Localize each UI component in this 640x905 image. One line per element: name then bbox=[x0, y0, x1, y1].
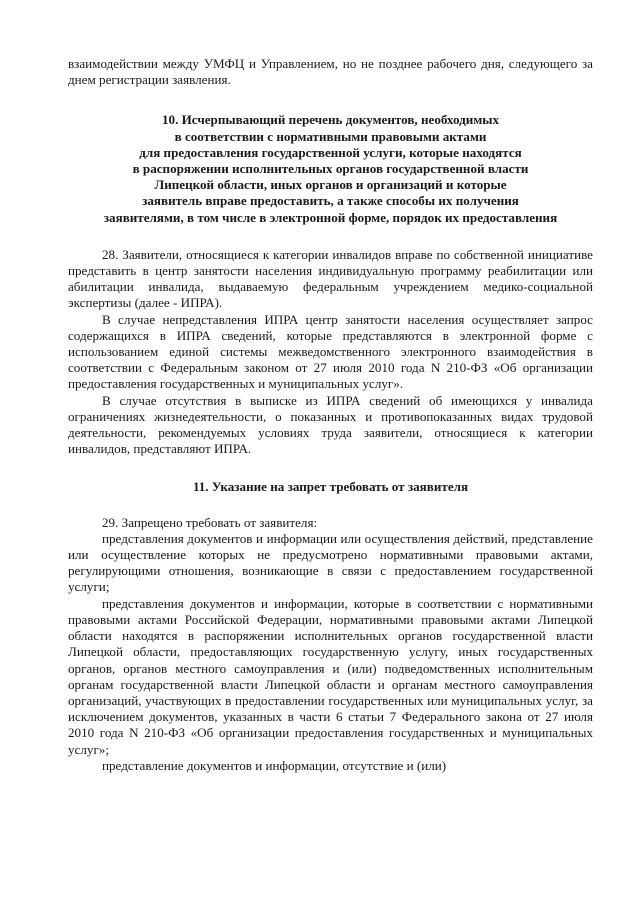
heading-line: Липецкой области, иных органов и организаций и которые bbox=[154, 177, 507, 193]
heading-line: 10. Исчерпывающий перечень документов, необходимых bbox=[161, 112, 500, 128]
heading-line: для предоставления государственной услуги, которые находятся bbox=[139, 144, 522, 160]
paragraph-prohibition-2: представления документов и информации, которые в соответствии с нормативными правовыми актами Российской Федерации, нормативными правовыми актами Липецкой области находятся в распоряжении исполнительных органов государственной власти Липецкой области, предоставляющих государственную услугу, иных государственных органов, органов местного самоуправления и (или) подведомственных исполнительным органам государственной власти Липецкой области и органам местного самоуправления организаций, участвующих в предоставлении государственных или муниципальных услуг, за исключением документов, указанных в части 6 статьи 7 Федерального закона от 27 июля 2010 года N 210-ФЗ «Об организации предоставления государственных и муниципальных услуг»; bbox=[68, 595, 593, 757]
paragraph-prohibition-3: представление документов и информации, отсутствие и (или) bbox=[102, 757, 447, 773]
intro-paragraph: взаимодействии между УМФЦ и Управлением, но не позднее рабочего дня, следующего за днем регистрации заявления. bbox=[68, 56, 593, 88]
heading-line: заявителями, в том числе в электронной форме, порядок их предоставления bbox=[103, 209, 558, 225]
heading-line: в соответствии с нормативными правовыми актами bbox=[174, 128, 487, 144]
paragraph-29: 29. Запрещено требовать от заявителя: bbox=[102, 514, 318, 530]
heading-line: заявитель вправе предоставить, а также способы их получения bbox=[142, 193, 519, 209]
section-10-heading bbox=[68, 112, 593, 225]
paragraph-28: 28. Заявители, относящиеся к категории инвалидов вправе по собственной инициативе представить в центр занятости населения индивидуальную программу реабилитации или абилитации инвалида, выдаваемую федеральным учреждением медико-социальной экспертизы (далее - ИПРА). bbox=[68, 246, 593, 311]
paragraph-prohibition-1: представления документов и информации или осуществления действий, представление или осуществление которых не предусмотрено нормативными правовыми актами, регулирующими отношения, возникающие в связи с предоставлением государственной услуги; bbox=[68, 530, 593, 595]
document-page bbox=[68, 56, 593, 774]
heading-line: в распоряжении исполнительных органов государственной власти bbox=[132, 161, 529, 177]
section-11-heading bbox=[68, 479, 593, 495]
paragraph-ipra-request: В случае непредставления ИПРА центр занятости населения осуществляет запрос содержащихся в ИПРА сведений, которые представляются в электронной форме с использованием единой системы межведомственного электронного взаимодействия в соответствии с Федеральным законом от 27 июля 2010 года N 210-ФЗ «Об организации предоставления государственных и муниципальных услуг». bbox=[68, 311, 593, 392]
paragraph-ipra-absence: В случае отсутствия в выписке из ИПРА сведений об имеющихся у инвалида ограничениях жизнедеятельности, о показанных и противопоказанных видах трудовой деятельности, рекомендуемых условиях труда заявители, относящиеся к категории инвалидов, представляют ИПРА. bbox=[68, 392, 593, 457]
heading-line: 11. Указание на запрет требовать от заявителя bbox=[192, 479, 469, 495]
